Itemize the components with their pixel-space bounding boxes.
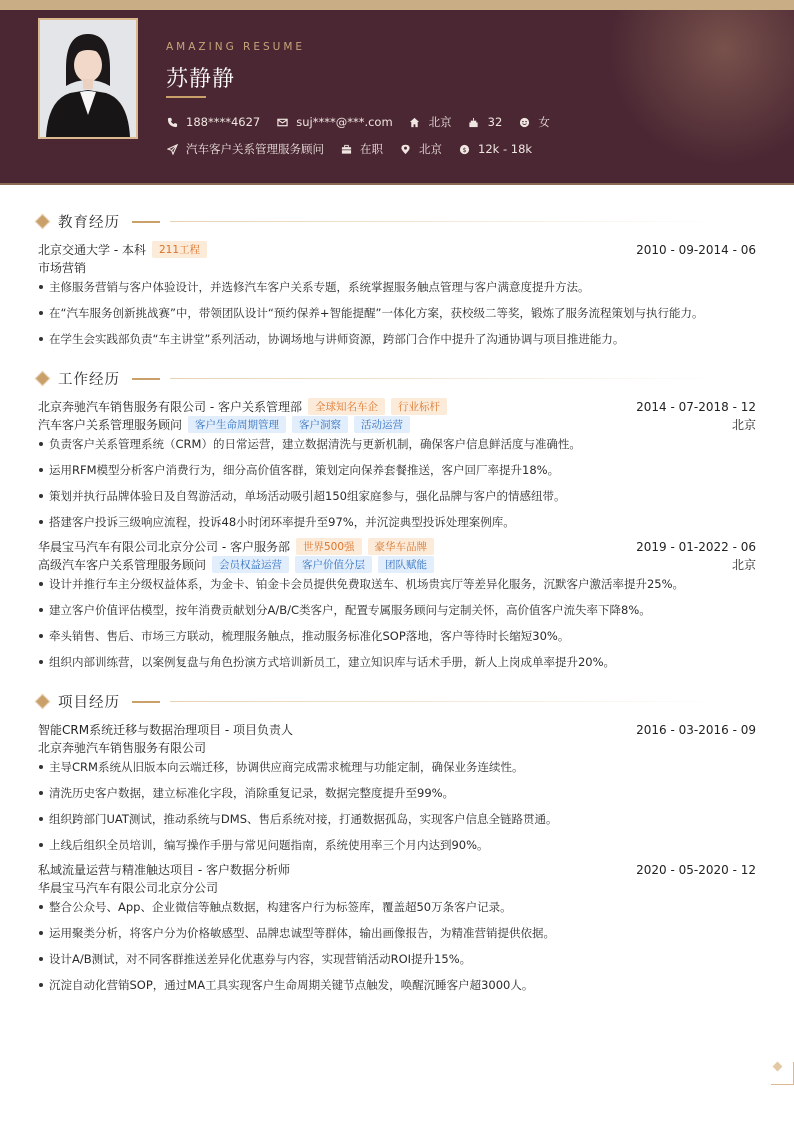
list-item: 组织内部训练营，以案例复盘与角色扮演方式培训新员工，建立知识库与话术手册，新人上岗成单率提升20%。 [38, 654, 758, 670]
mail-icon [276, 116, 288, 128]
project-org-line [38, 879, 756, 896]
contact-row [166, 114, 566, 130]
job-location: 北京 [731, 418, 756, 432]
money-icon [458, 143, 470, 155]
company-name: 北京奔驰汽车销售服务有限公司 - 客户关系管理部 [38, 400, 302, 414]
target-city-text: 北京 [419, 142, 442, 156]
list-item: 在“汽车服务创新挑战赛”中，带领团队设计“预约保养+智能提醒”一体化方案，获校级二等奖，锻炼了服务流程策划与执行能力。 [38, 305, 758, 321]
phone-item [166, 115, 260, 129]
phone-icon [166, 116, 178, 128]
project-org: 北京奔驰汽车销售服务有限公司 [38, 741, 207, 755]
profile-photo [38, 18, 138, 139]
title-line [170, 378, 724, 379]
target-job-text: 汽车客户关系管理服务顾问 [186, 142, 324, 156]
project-name: 智能CRM系统迁移与数据治理项目 - 项目负责人 [38, 723, 294, 737]
target-city-item [399, 141, 442, 157]
list-item: 在学生会实践部负责“车主讲堂”系列活动，协调场地与讲师资源，跨部门合作中提升了沟通协调与项目推进能力。 [38, 331, 758, 347]
list-item: 上线后组织全员培训，编写操作手册与常见问题指南，系统使用率三个月内达到90%。 [38, 837, 758, 853]
intention-row [166, 141, 548, 157]
role-tag: 活动运营 [354, 416, 410, 433]
education-period: 2010 - 09-2014 - 06 [636, 242, 756, 257]
school-name: 北京交通大学 - 本科 [38, 243, 146, 257]
header-glow [594, 10, 794, 170]
company-name: 华晨宝马汽车有限公司北京分公司 - 客户服务部 [38, 540, 290, 554]
job-role: 高级汽车客户关系管理服务顾问 [38, 558, 207, 572]
list-item: 设计A/B测试，对不同客群推送差异化优惠券与内容，实现营销活动ROI提升15%。 [38, 951, 758, 967]
diamond-icon [35, 694, 51, 710]
title-dash [132, 701, 160, 703]
job-location: 北京 [731, 558, 756, 572]
company-tag: 全球知名车企 [308, 398, 385, 415]
cake-icon [468, 116, 480, 128]
list-item: 牵头销售、售后、市场三方联动，梳理服务触点，推动服务标准化SOP落地，客户等待时长缩短30%。 [38, 628, 758, 644]
section-title: 工作经历 [58, 372, 120, 388]
project-name: 私域流量运营与精准触达项目 - 客户数据分析师 [38, 863, 290, 877]
gender-text: 女 [538, 115, 550, 129]
company-tag: 世界500强 [296, 538, 362, 555]
status-text: 在职 [360, 142, 383, 156]
list-item: 整合公众号、App、企业微信等触点数据，构建客户行为标签库，覆盖超50万条客户记录。 [38, 899, 758, 915]
company-tag: 行业标杆 [391, 398, 447, 415]
age-item [468, 115, 503, 129]
title-line [170, 221, 724, 222]
list-item: 沉淀自动化营销SOP，通过MA工具实现客户生命周期关键节点触发，唤醒沉睡客户超3000人。 [38, 977, 758, 993]
send-icon [166, 143, 178, 155]
diamond-icon [35, 214, 51, 230]
job-role: 汽车客户关系管理服务顾问 [38, 418, 183, 432]
title-dash [132, 378, 160, 380]
role-tag: 客户生命周期管理 [188, 416, 286, 433]
company-tag: 豪华车品牌 [368, 538, 435, 555]
major-line [38, 259, 756, 276]
brand-text: AMAZING RESUME [166, 41, 306, 53]
target-job-item [166, 141, 324, 157]
smile-icon [518, 116, 530, 128]
project-name-line [38, 861, 756, 878]
salary-text: 12k - 18k [478, 142, 533, 156]
job-company-line [38, 398, 756, 415]
job-role-line [38, 416, 756, 433]
education-entry [38, 241, 756, 258]
project-org-line [38, 739, 756, 756]
list-item: 搭建客户投诉三级响应流程，投诉48小时闭环率提升至97%，并沉淀典型投诉处理案例库。 [38, 514, 758, 530]
list-item: 清洗历史客户数据，建立标准化字段，消除重复记录，数据完整度提升至99%。 [38, 785, 758, 801]
candidate-name: 苏静静 [166, 67, 236, 92]
svg-text:$: $ [461, 145, 467, 154]
list-item: 主导CRM系统从旧版本向云端迁移，协调供应商完成需求梳理与功能定制，确保业务连续性。 [38, 759, 758, 775]
section-title: 项目经历 [58, 695, 120, 711]
role-tag: 团队赋能 [378, 556, 434, 573]
phone-text: 188****4627 [186, 115, 261, 129]
role-tag: 客户洞察 [292, 416, 348, 433]
list-item: 策划并执行品牌体验日及自驾游活动，单场活动吸引超150组家庭参与，强化品牌与客户的情感纽带。 [38, 488, 758, 504]
age-text: 32 [487, 115, 503, 129]
job-period: 2014 - 07-2018 - 12 [636, 399, 756, 414]
project-period: 2020 - 05-2020 - 12 [636, 862, 756, 877]
project-org: 华晨宝马汽车有限公司北京分公司 [38, 881, 219, 895]
top-accent-bar [0, 0, 794, 10]
status-item [340, 141, 383, 157]
school-tag: 211工程 [152, 241, 207, 258]
section-title: 教育经历 [58, 215, 120, 231]
list-item: 负责客户关系管理系统（CRM）的日常运营，建立数据清洗与更新机制，确保客户信息鲜活度与准确性。 [38, 436, 758, 452]
briefcase-icon [340, 143, 352, 155]
major-text: 市场营销 [38, 261, 87, 275]
project-section-header [34, 691, 724, 712]
list-item: 设计并推行车主分级权益体系，为金卡、铂金卡会员提供免费取送车、机场贵宾厅等差异化服务，沉默客户激活率提升25%。 [38, 576, 758, 592]
list-item: 主修服务营销与客户体验设计，并选修汽车客户关系专题，系统掌握服务触点管理与客户满意度提升方法。 [38, 279, 758, 295]
list-item: 建立客户价值评估模型，按年消费贡献划分A/B/C类客户，配置专属服务顾问与定制关怀，高价值客户流失率下降8%。 [38, 602, 758, 618]
job-period: 2019 - 01-2022 - 06 [636, 539, 756, 554]
title-dash [132, 221, 160, 223]
email-text: suj****@***.com [296, 115, 393, 129]
role-tag: 会员权益运营 [212, 556, 289, 573]
list-item: 运用RFM模型分析客户消费行为，细分高价值客群，策划定向保养套餐推送，客户回厂率提升18%。 [38, 462, 758, 478]
diamond-icon [35, 371, 51, 387]
work-section-header [34, 368, 724, 389]
education-section-header [34, 211, 724, 232]
home-icon [409, 116, 421, 128]
email-item [276, 115, 392, 129]
location-pin-icon [399, 143, 411, 155]
project-period: 2016 - 03-2016 - 09 [636, 722, 756, 737]
role-tag: 客户价值分层 [295, 556, 372, 573]
list-item: 运用聚类分析，将客户分为价格敏感型、品牌忠诚型等群体，输出画像报告，为精准营销提供依据。 [38, 925, 758, 941]
job-company-line [38, 538, 756, 555]
gender-item [518, 114, 550, 130]
header-divider [0, 183, 794, 185]
salary-item [458, 142, 532, 156]
title-line [170, 701, 724, 702]
project-name-line [38, 721, 756, 738]
list-item: 组织跨部门UAT测试，推动系统与DMS、售后系统对接，打通数据孤岛，实现客户信息全链路贯通。 [38, 811, 758, 827]
corner-ornament [771, 1062, 794, 1085]
job-role-line [38, 556, 756, 573]
city-item [409, 114, 452, 130]
name-underline [166, 96, 206, 98]
city-text: 北京 [428, 115, 452, 129]
resume-header [0, 10, 794, 185]
